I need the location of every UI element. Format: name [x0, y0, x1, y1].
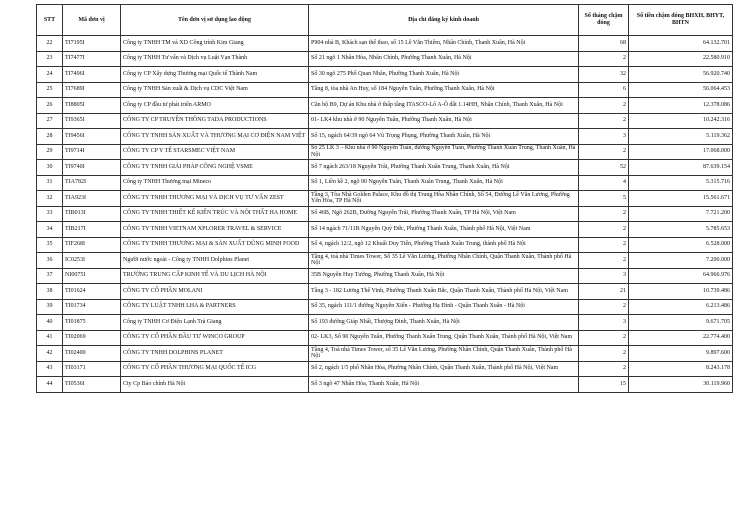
- cell-company-name: CÔNG TY CỔ PHẦN THƯƠNG MẠI QUỐC TẾ ICG: [121, 361, 309, 377]
- cell-months-late: 3: [579, 129, 629, 145]
- cell-address: Số 25 LK 3 – Khu nhà ở 90 Nguyễn Tuân, đường Nguyễn Tuân, Phường Thanh Xuân Trung, Thanh Xuân, Hà Nội: [309, 144, 579, 160]
- cell-stt: 35: [37, 237, 63, 253]
- header-months: Số tháng chậm đóng: [579, 5, 629, 36]
- cell-unit-code: NI0075I: [63, 268, 121, 284]
- cell-address: Số 14 ngách 71/11B Nguyễn Quý Đức, Phường Thanh Xuân, Thành phố Hà Nội, Việt Nam: [309, 222, 579, 238]
- cell-stt: 23: [37, 51, 63, 67]
- cell-company-name: CÔNG TY LUẬT TNHH LHA & PARTNERS: [121, 299, 309, 315]
- cell-unit-code: TI0536I: [63, 377, 121, 393]
- cell-months-late: 32: [579, 67, 629, 83]
- cell-stt: 28: [37, 129, 63, 145]
- cell-stt: 31: [37, 175, 63, 191]
- header-address: Địa chỉ đăng ký kinh doanh: [309, 5, 579, 36]
- cell-unit-code: TI01734: [63, 299, 121, 315]
- cell-address: 02- LK3, Số 90 Nguyễn Tuân, Phường Thanh Xuân Trung, Quận Thanh Xuân, Thành phố Hà Nội, Việt Nam: [309, 330, 579, 346]
- cell-address: Tầng 8, tòa nhà An Huy, số 184 Nguyễn Tuân, Phường Thanh Xuân, Hà Nội: [309, 82, 579, 98]
- cell-unit-code: TI7195I: [63, 36, 121, 52]
- cell-amount-late: 56.920.740: [629, 67, 733, 83]
- cell-amount-late: 17.068.000: [629, 144, 733, 160]
- cell-company-name: CÔNG TY TNHH VIETNAM XPLORER TRAVEL & SERVICE: [121, 222, 309, 238]
- cell-address: Số 193 đường Giáp Nhất, Thượng Đình, Thanh Xuân, Hà Nội: [309, 315, 579, 331]
- cell-company-name: Công ty CP đầu tư phát triển ARMO: [121, 98, 309, 114]
- cell-months-late: 2: [579, 222, 629, 238]
- cell-company-name: Công ty TNHH Tư vấn và Dịch vụ Luật Vạn Thành: [121, 51, 309, 67]
- cell-stt: 24: [37, 67, 63, 83]
- table-row: [37, 330, 733, 346]
- header-name: Tên đơn vị sử dụng lao động: [121, 5, 309, 36]
- cell-company-name: CÔNG TY TNHH THIẾT KẾ KIẾN TRÚC VÀ NỘI THẤT HA HOME: [121, 206, 309, 222]
- cell-address: Số 30 ngõ 275 Phố Quan Nhân, Phường Thanh Xuân, Hà Nội: [309, 67, 579, 83]
- table-row: [37, 253, 733, 269]
- table-row: [37, 361, 733, 377]
- cell-stt: 36: [37, 253, 63, 269]
- cell-amount-late: 7.721.200: [629, 206, 733, 222]
- cell-months-late: 6: [579, 82, 629, 98]
- cell-amount-late: 22.774.400: [629, 330, 733, 346]
- cell-unit-code: TI03171: [63, 361, 121, 377]
- cell-stt: 32: [37, 191, 63, 207]
- cell-unit-code: TI7689I: [63, 82, 121, 98]
- arrears-table: [36, 4, 733, 393]
- cell-months-late: 2: [579, 330, 629, 346]
- cell-address: Tầng 4, toà nhà Times Tower, Số 35 Lê Văn Lương, Phường Nhân Chính, Quận Thanh Xuân, Thành phố Hà Nội: [309, 253, 579, 269]
- cell-company-name: Công ty TNHH TM và XD Công trình Kim Giang: [121, 36, 309, 52]
- cell-company-name: CÔNG TY CP TRUYỀN THÔNG TADA PRODUCTIONS: [121, 113, 309, 129]
- cell-address: Số 15, ngách 64/39 ngõ 64 Vũ Trọng Phụng, Phường Thanh Xuân, Hà Nội: [309, 129, 579, 145]
- cell-amount-late: 10.242.316: [629, 113, 733, 129]
- cell-stt: 29: [37, 144, 63, 160]
- cell-address: Căn hộ B9, Dự án Khu nhà ở thấp tầng ITASCO-Lô A-Ô đất 1.14HH, Nhân Chính, Thanh Xuân, Hà Nội: [309, 98, 579, 114]
- cell-amount-late: 30.119.960: [629, 377, 733, 393]
- cell-address: P904 nhà B, Khách sạn thể thao, số 15 Lê Văn Thiêm, Nhân Chính, Thanh Xuân, Hà Nội: [309, 36, 579, 52]
- cell-amount-late: 6.528.000: [629, 237, 733, 253]
- cell-stt: 26: [37, 98, 63, 114]
- table-row: [37, 67, 733, 83]
- cell-amount-late: 8.243.178: [629, 361, 733, 377]
- header-amount: Số tiền chậm đóng BHXH, BHYT, BHTN: [629, 5, 733, 36]
- cell-address: 35B Nguyễn Huy Tưởng, Phường Thanh Xuân, Hà Nội: [309, 268, 579, 284]
- cell-months-late: 2: [579, 361, 629, 377]
- cell-address: Tầng 4, Toà nhà Times Tower, số 35 Lê Văn Lương, Phường Nhân Chính, Quận Thanh Xuân, Thành phố Hà Nội: [309, 346, 579, 362]
- cell-address: Số 7 ngách 263/18 Nguyễn Trãi, Phường Thanh Xuân Trung, Thanh Xuân, Hà Nội: [309, 160, 579, 176]
- cell-months-late: 2: [579, 113, 629, 129]
- cell-stt: 39: [37, 299, 63, 315]
- cell-unit-code: TI9456I: [63, 129, 121, 145]
- cell-stt: 41: [37, 330, 63, 346]
- table-row: [37, 346, 733, 362]
- cell-unit-code: TIF268I: [63, 237, 121, 253]
- cell-unit-code: IC0253I: [63, 253, 121, 269]
- cell-company-name: CÔNG TY CỔ PHẦN ĐẦU TƯ WINCO GROUP: [121, 330, 309, 346]
- cell-amount-late: 7.200.000: [629, 253, 733, 269]
- cell-amount-late: 5.315.716: [629, 175, 733, 191]
- cell-months-late: 2: [579, 299, 629, 315]
- cell-amount-late: 64.132.701: [629, 36, 733, 52]
- cell-company-name: CÔNG TY CỔ PHẦN MOLANI: [121, 284, 309, 300]
- cell-company-name: Công ty CP Xây dựng Thương mại Quốc tế Thành Nam: [121, 67, 309, 83]
- cell-months-late: 15: [579, 377, 629, 393]
- cell-amount-late: 10.739.486: [629, 284, 733, 300]
- cell-unit-code: TI02069: [63, 330, 121, 346]
- cell-company-name: CÔNG TY TNHH THƯƠNG MẠI VÀ DỊCH VỤ TƯ VẤN ZEST: [121, 191, 309, 207]
- cell-stt: 44: [37, 377, 63, 393]
- cell-stt: 43: [37, 361, 63, 377]
- table-row: [37, 51, 733, 67]
- cell-stt: 33: [37, 206, 63, 222]
- cell-unit-code: TI02400: [63, 346, 121, 362]
- cell-address: Số 2, ngách 1/5 phố Nhân Hòa, Phường Nhân Chính, Quận Thanh Xuân, Thành phố Hà Nội, Việt Nam: [309, 361, 579, 377]
- cell-address: Số 1, Liền kề 2, ngõ 90 Nguyễn Tuân, Thanh Xuân Trung, Thanh Xuân, Hà Nội: [309, 175, 579, 191]
- cell-stt: 25: [37, 82, 63, 98]
- cell-unit-code: TIA923I: [63, 191, 121, 207]
- cell-company-name: Cty Cp Báo chính Hà Nội: [121, 377, 309, 393]
- cell-amount-late: 6.213.486: [629, 299, 733, 315]
- cell-amount-late: 64.966.976: [629, 268, 733, 284]
- cell-unit-code: TI7496I: [63, 67, 121, 83]
- cell-stt: 22: [37, 36, 63, 52]
- cell-address: Số 21 ngõ 1 Nhân Hòa, Nhân Chính, Phường Thanh Xuân, Hà Nội: [309, 51, 579, 67]
- table-row: [37, 222, 733, 238]
- cell-amount-late: 9.671.705: [629, 315, 733, 331]
- table-row: [37, 377, 733, 393]
- cell-months-late: 2: [579, 51, 629, 67]
- cell-months-late: 3: [579, 315, 629, 331]
- cell-company-name: Công ty TNHH Cơ Điện Lạnh Trà Giang: [121, 315, 309, 331]
- cell-months-late: 2: [579, 237, 629, 253]
- cell-amount-late: 87.639.154: [629, 160, 733, 176]
- cell-months-late: 2: [579, 206, 629, 222]
- cell-unit-code: TIB217I: [63, 222, 121, 238]
- table-row: [37, 191, 733, 207]
- header-code: Mã đơn vị: [63, 5, 121, 36]
- cell-company-name: TRƯỜNG TRUNG CẤP KINH TẾ VÀ DU LỊCH HÀ NỘI: [121, 268, 309, 284]
- cell-company-name: Người nước ngoài - Công ty TNHH Dolphins Planet: [121, 253, 309, 269]
- table-row: [37, 82, 733, 98]
- cell-unit-code: TIB013I: [63, 206, 121, 222]
- cell-months-late: 68: [579, 36, 629, 52]
- cell-stt: 42: [37, 346, 63, 362]
- cell-amount-late: 56.064.453: [629, 82, 733, 98]
- table-row: [37, 160, 733, 176]
- table-row: [37, 113, 733, 129]
- cell-amount-late: 9.897.600: [629, 346, 733, 362]
- cell-company-name: CÔNG TY CP Y TẾ STARSMEC VIỆT NAM: [121, 144, 309, 160]
- cell-stt: 37: [37, 268, 63, 284]
- cell-address: Số 46B, Ngõ 262B, Đường Nguyễn Trãi, Phường Thanh Xuân, TP Hà Nội, Việt Nam: [309, 206, 579, 222]
- table-row: [37, 206, 733, 222]
- cell-months-late: 5: [579, 191, 629, 207]
- cell-months-late: 2: [579, 144, 629, 160]
- cell-amount-late: 15.561.671: [629, 191, 733, 207]
- cell-unit-code: TI7477I: [63, 51, 121, 67]
- cell-unit-code: TI9714I: [63, 144, 121, 160]
- cell-company-name: CÔNG TY TNHH DOLPHINS PLANET: [121, 346, 309, 362]
- cell-address: Số 3 ngõ 47 Nhân Hòa, Thanh Xuân, Hà Nội: [309, 377, 579, 393]
- cell-months-late: 3: [579, 268, 629, 284]
- cell-months-late: 4: [579, 175, 629, 191]
- cell-address: Số 4, ngách 12/2, ngõ 12 Khuất Duy Tiến, Phường Thanh Xuân Trung, thành phố Hà Nội: [309, 237, 579, 253]
- cell-address: 01- LK4 khu nhà ở 90 Nguyễn Tuân, Phường Thanh Xuân, Hà Nội: [309, 113, 579, 129]
- cell-unit-code: TIA782I: [63, 175, 121, 191]
- cell-stt: 34: [37, 222, 63, 238]
- cell-company-name: CÔNG TY TNHH GIẢI PHÁP CÔNG NGHỆ VSME: [121, 160, 309, 176]
- cell-months-late: 2: [579, 346, 629, 362]
- cell-amount-late: 5.119.362: [629, 129, 733, 145]
- table-row: [37, 98, 733, 114]
- cell-amount-late: 22.580.910: [629, 51, 733, 67]
- cell-months-late: 2: [579, 98, 629, 114]
- table-header-row: [37, 5, 733, 36]
- cell-stt: 40: [37, 315, 63, 331]
- cell-company-name: CÔNG TY TNHH THƯƠNG MẠI & SẢN XUẤT DŨNG MINH FOOD: [121, 237, 309, 253]
- cell-amount-late: 5.785.653: [629, 222, 733, 238]
- cell-address: Tầng 3 - 182 Lương Thế Vinh, Phường Thanh Xuân Bắc, Quận Thanh Xuân, Thành phố Hà Nội, Việt Nam: [309, 284, 579, 300]
- cell-company-name: CÔNG TY TNHH SẢN XUẤT VÀ THƯƠNG MẠI CƠ ĐIỆN NAM VIỆT: [121, 129, 309, 145]
- cell-unit-code: TI9740I: [63, 160, 121, 176]
- table-row: [37, 315, 733, 331]
- cell-amount-late: 12.378.086: [629, 98, 733, 114]
- cell-address: Tầng 3, Tòa Nhà Golden Palace, Khu đô thị Trung Hòa Nhân Chính, Số 54, Đường Lê Văn Lương, Phường Yên Hòa, TP Hà Nội: [309, 191, 579, 207]
- cell-unit-code: TI01624: [63, 284, 121, 300]
- cell-months-late: 21: [579, 284, 629, 300]
- cell-company-name: Công ty TNHH Thương mại Mineco: [121, 175, 309, 191]
- table-row: [37, 144, 733, 160]
- table-row: [37, 284, 733, 300]
- cell-months-late: 52: [579, 160, 629, 176]
- cell-stt: 30: [37, 160, 63, 176]
- cell-stt: 27: [37, 113, 63, 129]
- cell-address: Số 35, ngách 111/1 đường Nguyễn Xiển - Phường Hạ Đình - Quận Thanh Xuân - Hà Nội: [309, 299, 579, 315]
- table-row: [37, 175, 733, 191]
- table-row: [37, 299, 733, 315]
- table-body: [37, 36, 733, 393]
- cell-unit-code: TI9365I: [63, 113, 121, 129]
- cell-unit-code: TI01875: [63, 315, 121, 331]
- table-row: [37, 237, 733, 253]
- table-row: [37, 268, 733, 284]
- table-row: [37, 36, 733, 52]
- header-stt: STT: [37, 5, 63, 36]
- cell-unit-code: TI8805I: [63, 98, 121, 114]
- table-row: [37, 129, 733, 145]
- cell-company-name: Công ty TNHH Sản xuất & Dịch vụ CDC Việt Nam: [121, 82, 309, 98]
- cell-months-late: 2: [579, 253, 629, 269]
- cell-stt: 38: [37, 284, 63, 300]
